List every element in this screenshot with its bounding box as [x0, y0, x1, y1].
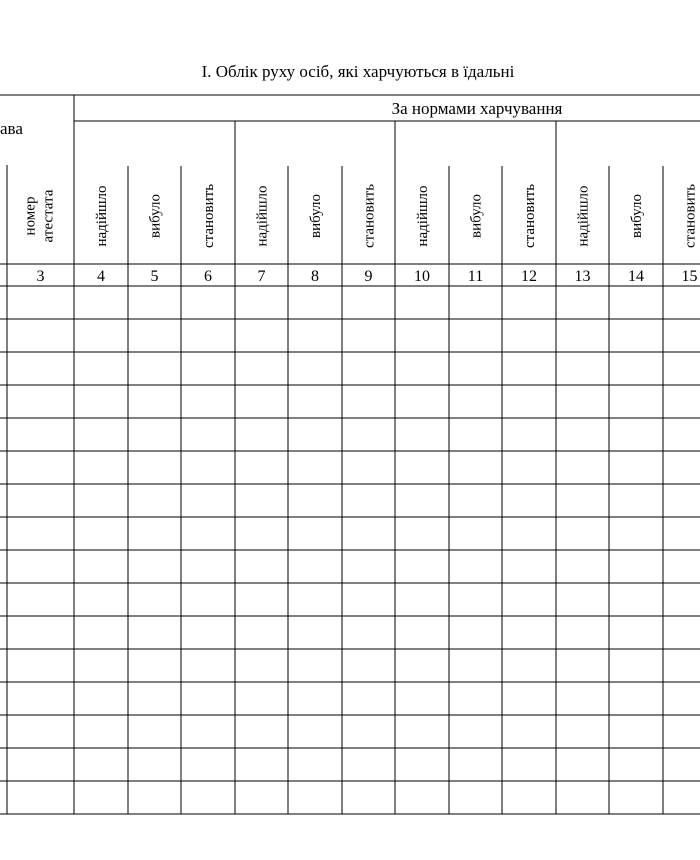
column-number: 11	[467, 268, 484, 285]
page-title: І. Облік руху осіб, які харчуються в їдальні	[201, 62, 515, 81]
group-header-label: За нормами харчування	[391, 99, 563, 118]
subheader-становить: становить	[522, 183, 538, 249]
column-number: 7	[257, 268, 266, 285]
column-number: 14	[628, 268, 644, 285]
subheader-становить: становить	[682, 183, 699, 249]
subheader-надійшло: надійшло	[415, 185, 431, 247]
column-number: 10	[414, 268, 430, 285]
column-number: 12	[521, 268, 537, 285]
column-number: 8	[311, 268, 319, 285]
column-number: 4	[97, 268, 105, 285]
subheader-вибуло: вибуло	[147, 194, 164, 238]
column-number: 5	[150, 268, 159, 285]
subheader-становить: становить	[201, 183, 217, 249]
column-number: 3	[36, 268, 45, 285]
subheader-вибуло: вибуло	[468, 194, 485, 238]
subheader-надійшло: надійшло	[254, 185, 271, 247]
subheader-вибуло: вибуло	[629, 194, 645, 238]
column-number: 6	[204, 268, 212, 285]
left-header-fragment: ава	[0, 119, 23, 138]
col3-header-line2: атестата	[40, 189, 57, 243]
column-number: 13	[574, 268, 591, 285]
subheader-становить: становить	[361, 183, 378, 249]
subheader-надійшло: надійшло	[575, 185, 592, 247]
col3-header-line1: номер	[22, 196, 39, 236]
subheader-вибуло: вибуло	[308, 194, 324, 238]
column-number: 9	[364, 268, 373, 285]
column-number: 15	[681, 268, 698, 285]
subheader-надійшло: надійшло	[94, 185, 110, 247]
